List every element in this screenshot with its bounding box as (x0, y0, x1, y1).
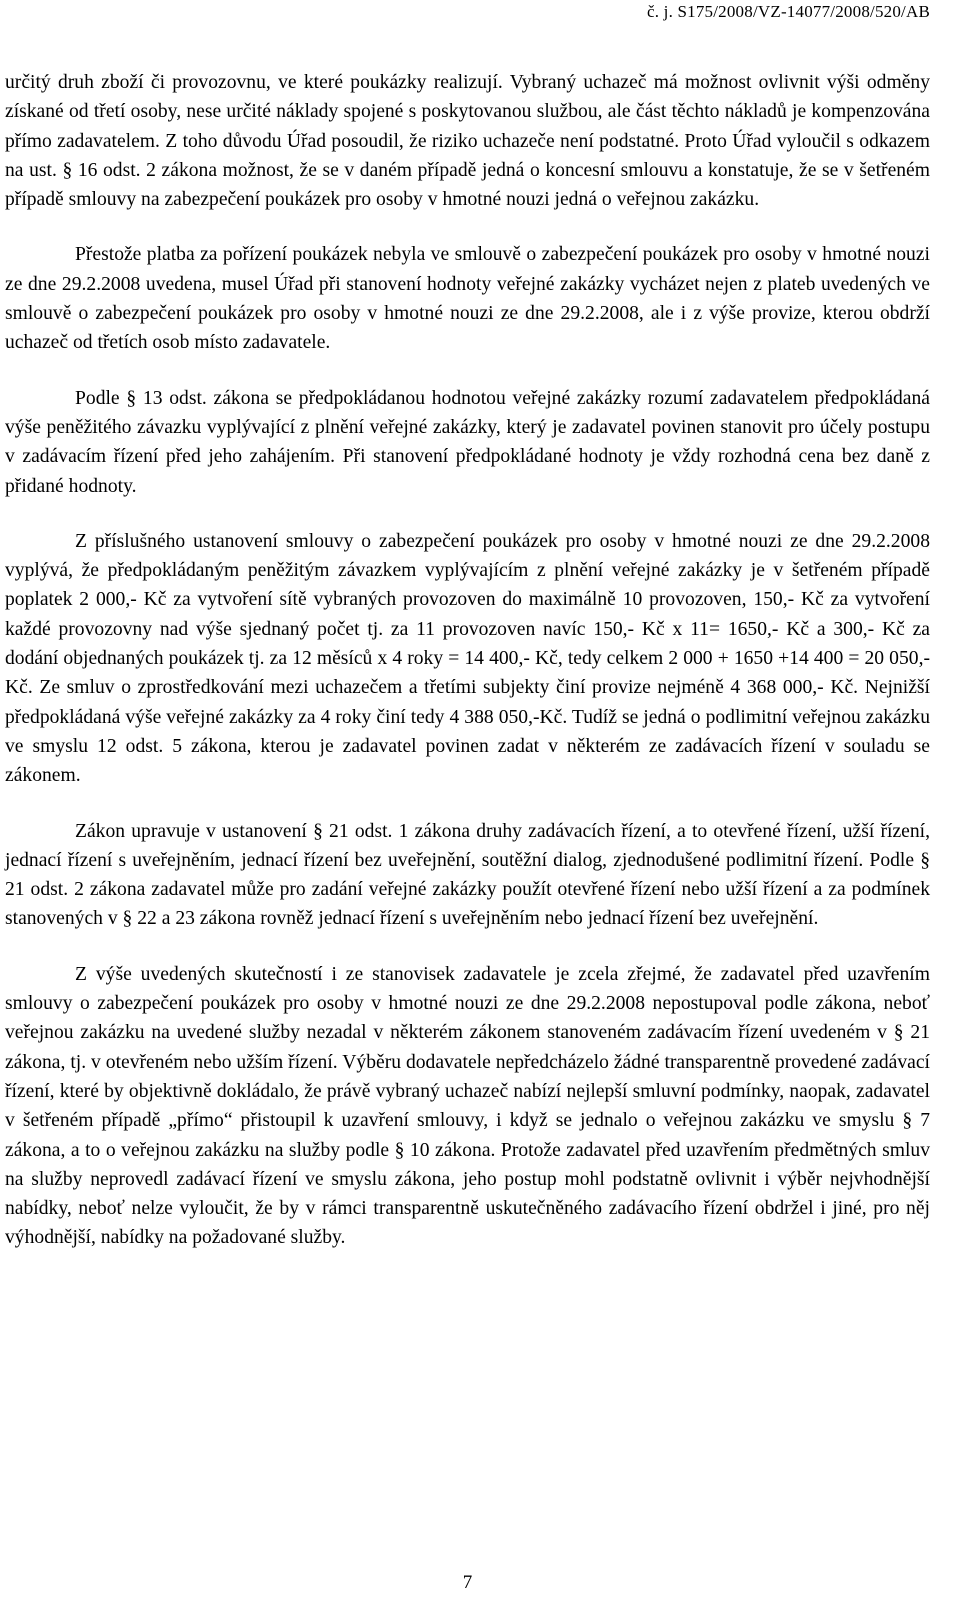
page-number: 7 (462, 1572, 473, 1593)
paragraph-conclusion: Z výše uvedených skutečností i ze stanovisek zadavatele je zcela zřejmé, že zadavatel před uzavřením smlouvy o zabezpečení poukázek pro osoby v hmotné nouzi ze dne 29.2.2008 nepostupoval podle zákona, neboť veřejnou zakázku na uvedené služby nezadal v některém zákonem stanoveném zadávacím řízení uvedeném v § 21 zákona, tj. v otevřeném nebo užším řízení. Výběru dodavatele nepředcházelo žádné transparentně provedené zadávací řízení, které by objektivně dokládalo, že právě vybraný uchazeč nabízí nejlepší smluvní podmínky, naopak, zadavatel v šetřeném případě „přímo“ přistoupil k uzavření smlouvy, i když se jednalo o veřejnou zakázku ve smyslu § 7 zákona, a to o veřejnou zakázku na služby podle § 10 zákona. Protože zadavatel před uzavřením předmětných smluv na služby neprovedl zadávací řízení ve smyslu zákona, jeho postup mohl podstatně ovlivnit i výběr nejvhodnější nabídky, neboť nelze vyloučit, že by v rámci transparentně uskutečněného zadávacího řízení obdržel i jiné, pro něj výhodnější, nabídky na požadované služby. (5, 963, 930, 1249)
document-reference: č. j. S175/2008/VZ-14077/2008/520/AB (647, 2, 930, 21)
paragraph-continuation: určitý druh zboží či provozovnu, ve které poukázky realizují. Vybraný uchazeč má možnost ovlivnit výši odměny získané od třetí osoby, nese určité náklady spojené s poskytovanou službou, ale část těchto nákladů je kompenzována přímo zadavatelem. Z toho důvodu Úřad posoudil, že riziko uchazeče není podstatné. Proto Úřad vyloučil s odkazem na ust. § 16 odst. 2 zákona možnost, že se v daném případě jedná o koncesní smlouvu a konstatuje, že se v šetřeném případě smlouvy na zabezpečení poukázek pro osoby v hmotné nouzi jedná o veřejnou zakázku. (5, 72, 930, 211)
paragraph-payment: Přestože platba za pořízení poukázek nebyla ve smlouvě o zabezpečení poukázek pro osoby v hmotné nouzi ze dne 29.2.2008 uvedena, musel Úřad při stanovení hodnoty veřejné zakázky vycházet nejen z plateb uvedených ve smlouvě o zabezpečení poukázek pro osoby v hmotné nouzi ze dne 29.2.2008, ale i z výše provize, kterou obdrží uchazeč od třetích osob místo zadavatele. (5, 244, 930, 354)
paragraph-estimated-value: Podle § 13 odst. zákona se předpokládanou hodnotou veřejné zakázky rozumí zadavatelem předpokládaná výše peněžitého závazku vyplývající z plnění veřejné zakázky, který je zadavatel povinen stanovit pro účely postupu v zadávacím řízení před jeho zahájením. Při stanovení předpokládané hodnoty je vždy rozhodná cena bez daně z přidané hodnoty. (5, 387, 930, 497)
paragraph-calculation: Z příslušného ustanovení smlouvy o zabezpečení poukázek pro osoby v hmotné nouzi ze dne 29.2.2008 vyplývá, že předpokládaným peněžitým závazkem vyplývajícím z plnění veřejné zakázky je v šetřeném případě poplatek 2 000,- Kč za vytvoření sítě vybraných provozoven do maximálně 10 provozoven, 150,- Kč za vytvoření každé provozovny nad výše sjednaný počet tj. za 11 provozoven navíc 150,- Kč x 11= 1650,- Kč a 300,- Kč za dodání objednaných poukázek tj. za 12 měsíců x 4 roky = 14 400,- Kč, tedy celkem 2 000 + 1650 +14 400 = 20 050,- Kč. Ze smluv o zprostředkování mezi uchazečem a třetími subjekty činí provize nejméně 4 368 000,- Kč. Nejnižší předpokládaná výše veřejné zakázky za 4 roky činí tedy 4 388 050,-Kč. Tudíž se jedná o podlimitní veřejnou zakázku ve smyslu 12 odst. 5 zákona, kterou je zadavatel povinen zadat v některém ze zadávacích řízení v souladu se zákonem. (5, 530, 930, 787)
paragraph-procedure-types: Zákon upravuje v ustanovení § 21 odst. 1 zákona druhy zadávacích řízení, a to otevřené řízení, užší řízení, jednací řízení s uveřejněním, jednací řízení bez uveřejnění, soutěžní dialog, zjednodušené podlimitní řízení. Podle § 21 odst. 2 zákona zadavatel může pro zadání veřejné zakázky použít otevřené řízení nebo užší řízení a za podmínek stanovených v § 22 a 23 zákona rovněž jednací řízení s uveřejněním nebo jednací řízení bez uveřejnění. (5, 820, 930, 930)
document-body (5, 68, 930, 1279)
